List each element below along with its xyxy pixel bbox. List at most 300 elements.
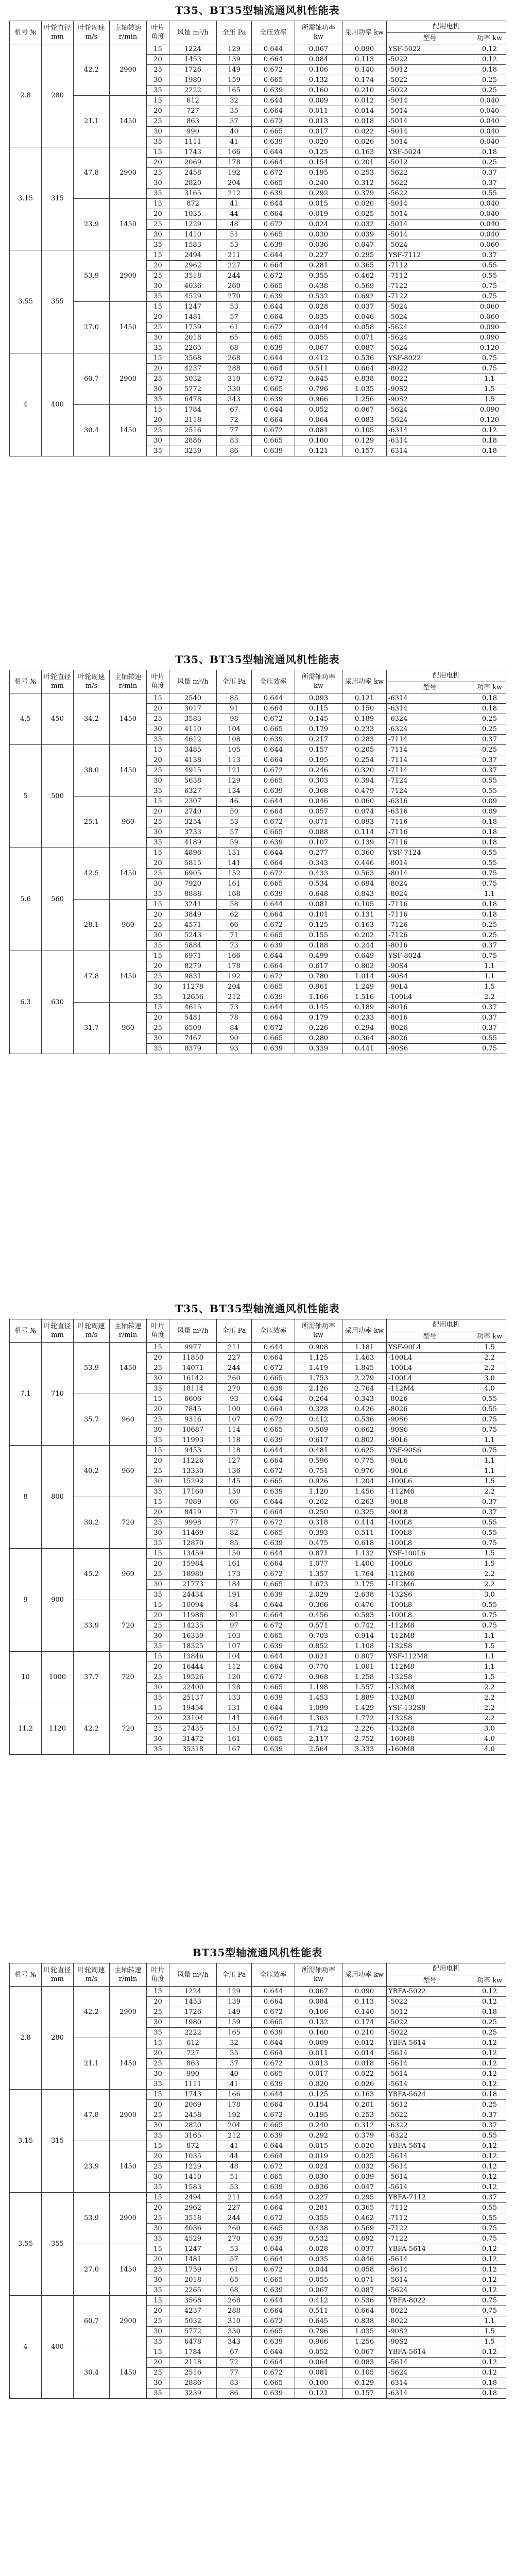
data-cell: -90S6 [387, 1044, 473, 1054]
section-title: BT35型轴流通风机性能表 [192, 1946, 323, 1959]
data-cell: 15 [147, 2193, 169, 2203]
data-cell: 0.157 [295, 745, 342, 755]
data-cell: 343 [217, 2337, 252, 2347]
data-cell: 0.37 [473, 735, 506, 745]
data-cell: -90L6 [387, 1466, 473, 1477]
data-cell: 118 [217, 1435, 252, 1446]
data-cell: 15 [147, 848, 169, 858]
data-cell: 0.672 [252, 972, 295, 982]
shaft-rpm-cell: 1450 [110, 2038, 147, 2090]
data-cell: 1.256 [342, 2337, 387, 2347]
data-cell: 3.0 [473, 1590, 506, 1600]
data-cell: 20 [147, 1559, 169, 1569]
data-cell: 0.084 [295, 55, 342, 65]
column-header: 机号 № [10, 670, 42, 693]
data-cell: 59 [217, 838, 252, 848]
data-cell: 0.105 [342, 900, 387, 910]
data-cell: 0.536 [342, 353, 387, 364]
data-cell: 11850 [169, 1353, 217, 1363]
table-row [10, 1987, 506, 1997]
data-cell: 0.030 [295, 2172, 342, 2182]
data-cell: 25 [147, 1724, 169, 1734]
data-cell: 0.040 [473, 106, 506, 116]
tip-speed-cell: 47.8 [74, 951, 110, 1003]
data-cell: 0.12 [473, 2285, 506, 2296]
data-cell: 68 [217, 2285, 252, 2296]
data-cell: -132M8 [387, 1724, 473, 1734]
data-cell: 25137 [169, 1693, 217, 1703]
data-cell: 0.665 [252, 2172, 295, 2182]
data-cell: 0.047 [342, 2182, 387, 2193]
data-cell: 0.040 [473, 219, 506, 230]
data-cell: 0.838 [342, 374, 387, 384]
column-header: 主轴转速 r/min [110, 21, 147, 44]
data-cell: 1.5 [473, 982, 506, 992]
data-cell: 67 [217, 405, 252, 415]
column-header: 所需轴功率 kw [295, 21, 342, 44]
data-cell: 0.672 [252, 869, 295, 879]
column-header: 型号 [387, 1975, 473, 1987]
column-header: 叶轮周速 m/s [74, 1963, 110, 1987]
data-cell: 0.672 [252, 2213, 295, 2224]
data-cell: 25 [147, 714, 169, 724]
table-row [10, 1600, 506, 1611]
data-cell: 0.201 [342, 158, 387, 168]
data-cell: 0.129 [342, 436, 387, 446]
data-cell: 0.036 [295, 240, 342, 250]
data-cell: 93 [217, 1394, 252, 1404]
column-header-motor: 配用电机 [387, 1319, 506, 1331]
data-cell: 0.414 [342, 1518, 387, 1528]
data-cell: 105 [217, 745, 252, 755]
data-cell: 128 [217, 1683, 252, 1693]
column-header: 采用功率 kw [342, 1319, 387, 1343]
data-cell: 53 [217, 302, 252, 312]
data-cell: 35 [147, 992, 169, 1003]
data-cell: 0.664 [252, 209, 295, 219]
data-cell: 1726 [169, 65, 217, 75]
data-cell: 0.163 [342, 147, 387, 158]
data-cell: 0.12 [473, 2151, 506, 2162]
data-cell: 0.433 [295, 869, 342, 879]
data-cell: 15 [147, 1600, 169, 1611]
data-cell: 0.090 [342, 44, 387, 55]
data-cell: 0.75 [473, 879, 506, 889]
data-cell: 30 [147, 1528, 169, 1538]
data-cell: -5024 [387, 302, 473, 312]
data-cell: 0.026 [342, 137, 387, 147]
data-cell: -5014 [387, 106, 473, 116]
data-cell: 0.694 [342, 879, 387, 889]
data-cell: 0.25 [473, 724, 506, 735]
data-cell: 0.644 [252, 1394, 295, 1404]
data-cell: -6316 [387, 796, 473, 807]
data-cell: -7122 [387, 281, 473, 292]
data-cell: -5624 [387, 2368, 473, 2378]
data-cell: 30 [147, 2378, 169, 2388]
data-cell: 1.5 [473, 1549, 506, 1559]
data-cell: 15 [147, 951, 169, 961]
data-cell: 35 [147, 2337, 169, 2347]
data-cell: 0.536 [342, 1415, 387, 1425]
data-cell: 131 [217, 848, 252, 858]
data-cell: 0.665 [252, 1528, 295, 1538]
data-cell: 30 [147, 930, 169, 941]
data-cell: 62 [217, 910, 252, 920]
tip-speed-cell: 60.7 [74, 353, 110, 405]
table-row [10, 1343, 506, 1353]
data-cell: -7116 [387, 838, 473, 848]
data-cell: -112M4 [387, 1384, 473, 1394]
data-cell: 2962 [169, 2203, 217, 2213]
data-cell: 0.55 [473, 2213, 506, 2224]
data-cell: 0.044 [295, 323, 342, 333]
data-cell: 5772 [169, 2327, 217, 2337]
data-cell: 0.121 [342, 693, 387, 704]
data-cell: 30 [147, 1580, 169, 1590]
data-cell: 0.312 [342, 178, 387, 189]
data-cell: -6316 [387, 807, 473, 817]
data-cell: 0.55 [473, 2131, 506, 2141]
data-cell: 0.18 [473, 65, 506, 75]
data-cell: 990 [169, 2069, 217, 2079]
data-cell: 35 [147, 1538, 169, 1549]
data-cell: 1111 [169, 137, 217, 147]
data-cell: 0.639 [252, 343, 295, 353]
data-cell: -112M8 [387, 1631, 473, 1641]
data-cell: 3849 [169, 910, 217, 920]
data-cell: 57 [217, 827, 252, 838]
data-cell: 0.665 [252, 776, 295, 786]
data-cell: 1.5 [473, 1641, 506, 1652]
data-cell: 2.2 [473, 1714, 506, 1724]
data-cell: 104 [217, 1652, 252, 1662]
data-cell: 2018 [169, 2275, 217, 2285]
tip-speed-cell: 23.9 [74, 199, 110, 250]
data-cell: 0.071 [295, 817, 342, 827]
data-cell: -5022 [387, 2018, 473, 2028]
shaft-rpm-cell: 1450 [110, 848, 147, 900]
data-cell: 0.534 [295, 879, 342, 889]
data-cell: 0.106 [295, 2007, 342, 2018]
table-row [10, 1549, 506, 1559]
data-cell: 0.672 [252, 2110, 295, 2121]
data-cell: 35318 [169, 1744, 217, 1755]
data-cell: 1.363 [295, 1714, 342, 1724]
data-cell: 30 [147, 982, 169, 992]
shaft-rpm-cell: 720 [110, 1703, 147, 1755]
data-cell: 0.281 [295, 261, 342, 271]
data-cell: -100L4 [387, 992, 473, 1003]
data-cell: 0.205 [342, 745, 387, 755]
data-cell: 0.639 [252, 2079, 295, 2090]
data-cell: 0.132 [295, 75, 342, 86]
data-cell: 20 [147, 55, 169, 65]
data-cell: 0.639 [252, 1590, 295, 1600]
data-cell: 0.227 [295, 250, 342, 261]
data-cell: 2.2 [473, 1580, 506, 1590]
column-header: 叶片角度 [147, 1319, 169, 1343]
data-cell: 0.55 [473, 1528, 506, 1538]
tip-speed-cell: 23.9 [74, 2141, 110, 2193]
data-cell: 0.105 [342, 2368, 387, 2378]
shaft-rpm-cell: 1450 [110, 693, 147, 745]
data-cell: 3518 [169, 271, 217, 281]
data-cell: 0.665 [252, 1734, 295, 1744]
tip-speed-cell: 30.4 [74, 405, 110, 456]
data-cell: 0.644 [252, 2244, 295, 2255]
data-cell: 168 [217, 889, 252, 900]
data-cell: 35 [217, 106, 252, 116]
data-cell: 1.001 [342, 1662, 387, 1672]
data-cell: 0.55 [473, 848, 506, 858]
data-cell: 0.139 [342, 838, 387, 848]
data-cell: 0.052 [295, 2347, 342, 2358]
data-cell: 0.75 [473, 364, 506, 374]
data-cell: 1.1 [473, 1652, 506, 1662]
data-cell: 50 [217, 807, 252, 817]
data-cell: 5243 [169, 930, 217, 941]
data-cell: 1.166 [295, 992, 342, 1003]
data-cell: -90L8 [387, 1507, 473, 1518]
data-cell: 30 [147, 384, 169, 395]
data-cell: 0.639 [252, 2131, 295, 2141]
data-cell: 1.1 [473, 374, 506, 384]
table-row [10, 796, 506, 807]
data-cell: 7089 [169, 1497, 217, 1507]
data-cell: 0.672 [252, 1466, 295, 1477]
data-cell: 1035 [169, 209, 217, 219]
data-cell: 30 [147, 230, 169, 240]
data-cell: 121 [217, 766, 252, 776]
tip-speed-cell: 45.2 [74, 1549, 110, 1600]
data-cell: 0.163 [342, 2090, 387, 2100]
data-cell: 35 [147, 2131, 169, 2141]
data-cell: 0.081 [295, 900, 342, 910]
data-cell: 1.256 [342, 395, 387, 405]
data-cell: 1.035 [342, 384, 387, 395]
data-cell: 0.014 [342, 2048, 387, 2059]
data-cell: 268 [217, 2296, 252, 2306]
data-cell: 0.355 [295, 271, 342, 281]
data-cell: -90L6 [387, 1435, 473, 1446]
data-cell: 0.379 [342, 189, 387, 199]
data-cell: 3241 [169, 900, 217, 910]
data-cell: 0.780 [295, 972, 342, 982]
shaft-rpm-cell: 2900 [110, 147, 147, 199]
data-cell: 0.020 [295, 2079, 342, 2090]
data-cell: 330 [217, 2327, 252, 2337]
data-cell: 1726 [169, 2007, 217, 2018]
data-cell: 20 [147, 2048, 169, 2059]
machine-number-cell: 2.8 [10, 1987, 42, 2090]
data-cell: 35 [147, 1693, 169, 1703]
data-cell: 11469 [169, 1528, 217, 1538]
data-cell: 1.516 [342, 992, 387, 1003]
data-cell: 84 [217, 1600, 252, 1611]
data-cell: 0.412 [295, 2296, 342, 2306]
data-cell: 0.202 [342, 930, 387, 941]
column-header: 叶片角度 [147, 670, 169, 693]
data-cell: 0.644 [252, 2296, 295, 2306]
data-cell: 86 [217, 446, 252, 456]
table-row [10, 302, 506, 312]
data-cell: 2.279 [342, 1374, 387, 1384]
data-cell: 0.155 [295, 930, 342, 941]
data-cell: 20 [147, 1714, 169, 1724]
data-cell: 3239 [169, 2388, 217, 2399]
data-cell: 0.961 [295, 982, 342, 992]
data-cell: YBFA-5614 [387, 2347, 473, 2358]
data-cell: 0.046 [342, 2255, 387, 2265]
data-cell: 12870 [169, 1538, 217, 1549]
machine-number-cell: 11.2 [10, 1703, 42, 1755]
data-cell: 270 [217, 292, 252, 302]
data-cell: 0.250 [295, 1507, 342, 1518]
data-cell: 0.087 [342, 2285, 387, 2296]
data-cell: 0.639 [252, 86, 295, 96]
column-header: 所需轴功率 kw [295, 670, 342, 693]
data-cell: 2.764 [342, 1384, 387, 1394]
data-cell: -7126 [387, 930, 473, 941]
data-cell: 97 [217, 1621, 252, 1631]
column-header: 叶片角度 [147, 21, 169, 44]
data-cell: 2118 [169, 2358, 217, 2368]
impeller-diameter-cell: 280 [42, 1987, 74, 2090]
data-cell: 2.2 [473, 1363, 506, 1374]
machine-number-cell: 8 [10, 1446, 42, 1549]
data-cell: 0.664 [252, 312, 295, 323]
data-cell: 0.026 [342, 2079, 387, 2090]
data-cell: 1.5 [473, 2327, 506, 2337]
data-cell: 118 [217, 1446, 252, 1456]
data-cell: 0.672 [252, 2368, 295, 2378]
data-cell: 150 [217, 1549, 252, 1559]
data-cell: 20 [147, 1611, 169, 1621]
data-cell: 65 [217, 2275, 252, 2285]
data-cell: 83 [217, 2378, 252, 2388]
data-cell: 25 [147, 2213, 169, 2224]
data-cell: 1980 [169, 75, 217, 86]
data-cell: 1035 [169, 2151, 217, 2162]
data-cell: 0.665 [252, 2378, 295, 2388]
data-cell: 2.2 [473, 1683, 506, 1693]
data-cell: 4.0 [473, 1734, 506, 1744]
data-cell: 30 [147, 2172, 169, 2182]
data-cell: 0.75 [473, 1611, 506, 1621]
data-cell: 20 [147, 106, 169, 116]
data-cell: 0.189 [342, 1003, 387, 1013]
data-cell: 107 [217, 1641, 252, 1652]
data-cell: 37 [217, 116, 252, 127]
data-cell: -100L8 [387, 1538, 473, 1549]
machine-number-cell: 10 [10, 1652, 42, 1703]
data-cell: 0.011 [295, 2048, 342, 2059]
data-cell: 0.639 [252, 240, 295, 250]
data-cell: 6327 [169, 786, 217, 796]
data-cell: 0.12 [473, 2172, 506, 2182]
data-cell: 212 [217, 2131, 252, 2141]
impeller-diameter-cell: 355 [42, 250, 74, 353]
table-row [10, 2038, 506, 2048]
data-cell: 35 [147, 86, 169, 96]
data-cell: 0.645 [295, 374, 342, 384]
data-cell: 0.665 [252, 2069, 295, 2079]
data-cell: 0.12 [473, 44, 506, 55]
data-cell: 0.639 [252, 735, 295, 745]
data-cell: YSF-7112 [387, 250, 473, 261]
column-header: 全压效率 [252, 1963, 295, 1987]
data-cell: 2265 [169, 2285, 217, 2296]
data-cell: 103 [217, 1631, 252, 1641]
data-cell: 1.132 [342, 1549, 387, 1559]
data-cell: 211 [217, 250, 252, 261]
data-cell: 0.120 [473, 415, 506, 426]
data-cell: 0.672 [252, 714, 295, 724]
data-cell: 0.067 [342, 2347, 387, 2358]
data-cell: 0.665 [252, 2224, 295, 2234]
data-cell: 0.37 [473, 168, 506, 178]
data-cell: 0.355 [295, 2213, 342, 2224]
data-cell: 0.55 [473, 1600, 506, 1611]
column-header: 机号 № [10, 1963, 42, 1987]
data-cell: 0.692 [342, 292, 387, 302]
data-cell: 35 [147, 1744, 169, 1755]
data-cell: 0.664 [252, 2203, 295, 2213]
data-cell: -5014 [387, 137, 473, 147]
data-cell: 20 [147, 1662, 169, 1672]
data-cell: 86 [217, 2388, 252, 2399]
data-cell: 0.672 [252, 766, 295, 776]
data-cell: -7114 [387, 766, 473, 776]
data-cell: 25 [147, 1569, 169, 1580]
performance-section [0, 1298, 515, 1755]
data-cell: 2886 [169, 436, 217, 446]
data-cell: -5614 [387, 2162, 473, 2172]
impeller-diameter-cell: 315 [42, 147, 74, 250]
data-cell: 35 [147, 1590, 169, 1600]
data-cell: 0.253 [342, 168, 387, 178]
tip-speed-cell: 60.7 [74, 2296, 110, 2347]
data-cell: 0.055 [295, 333, 342, 343]
data-cell: 0.017 [295, 2069, 342, 2079]
data-cell: 0.18 [473, 827, 506, 838]
data-cell: -5624 [387, 323, 473, 333]
data-cell: -5622 [387, 189, 473, 199]
column-header-motor: 配用电机 [387, 21, 506, 33]
tip-speed-cell: 42.2 [74, 44, 110, 96]
data-cell: -160M8 [387, 1734, 473, 1744]
shaft-rpm-cell: 1450 [110, 96, 147, 147]
data-cell: 25 [147, 766, 169, 776]
data-cell: 2.564 [295, 1744, 342, 1755]
data-cell: 167 [217, 1744, 252, 1755]
data-cell: 0.25 [473, 714, 506, 724]
data-cell: 15 [147, 1343, 169, 1353]
data-cell: 0.665 [252, 1425, 295, 1435]
data-cell: 0.131 [342, 910, 387, 920]
shaft-rpm-cell: 960 [110, 1549, 147, 1600]
data-cell: 0.664 [342, 364, 387, 374]
data-cell: 1.181 [342, 1343, 387, 1353]
data-cell: 30 [147, 75, 169, 86]
data-cell: 15 [147, 1987, 169, 1997]
data-cell: 0.067 [295, 2285, 342, 2296]
data-cell: 0.009 [295, 96, 342, 106]
data-cell: 1.419 [295, 1363, 342, 1374]
data-cell: 0.121 [295, 2388, 342, 2399]
data-cell: 25 [147, 2059, 169, 2069]
